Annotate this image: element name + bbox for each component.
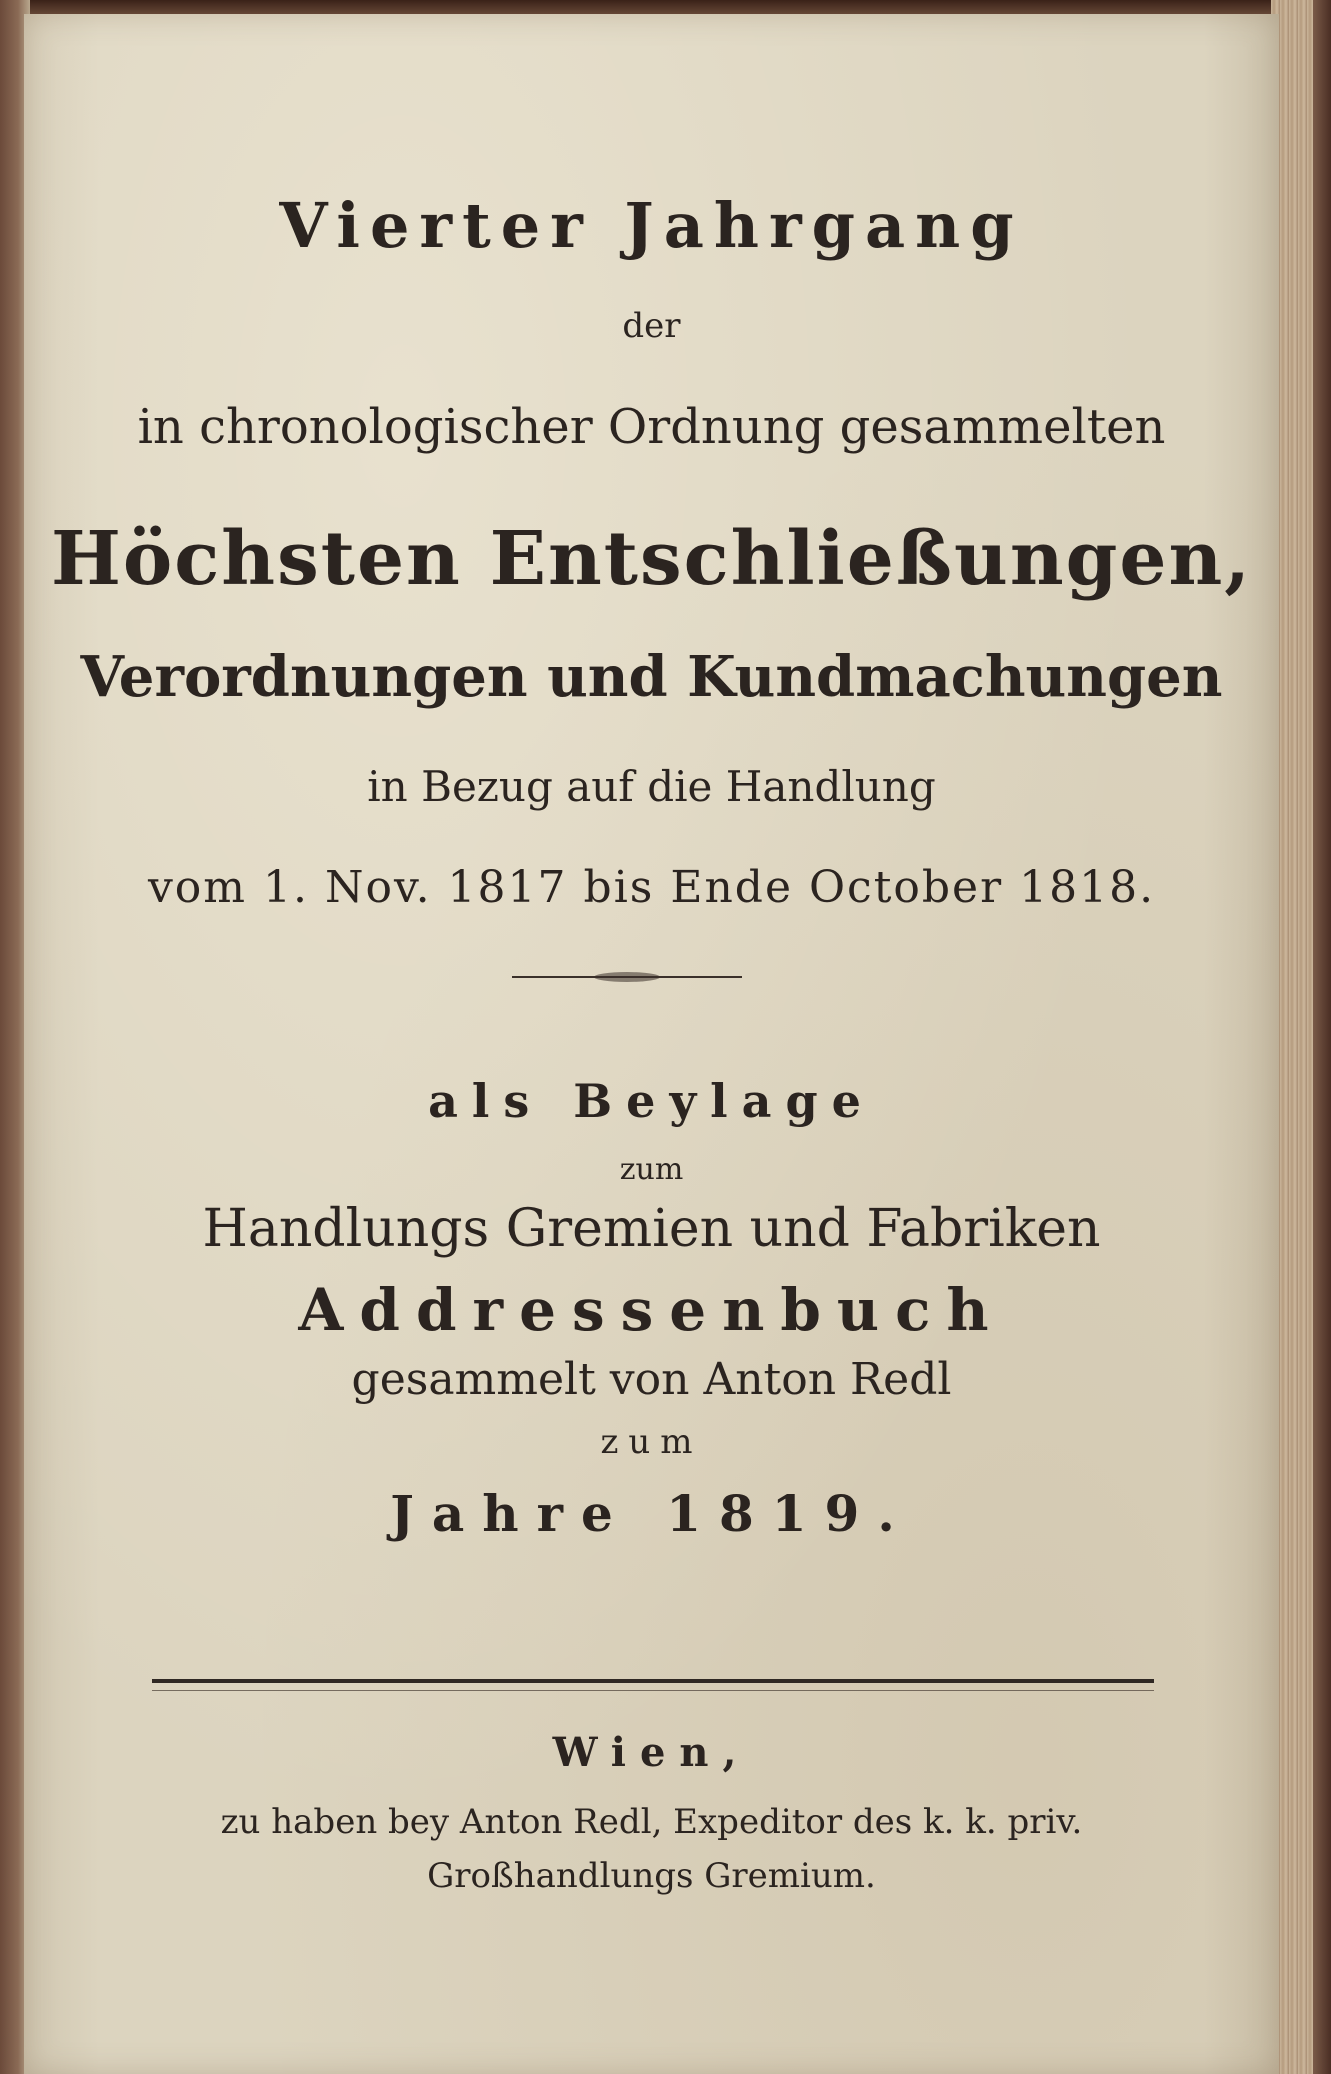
imprint-city: Wien, <box>552 1729 751 1776</box>
title-article: der <box>622 306 681 346</box>
address-book-title: Addressenbuch <box>298 1276 1005 1344</box>
title-line-subject: in Bezug auf die Handlung <box>367 762 936 811</box>
main-title: Höchsten Entschließungen, <box>50 516 1253 602</box>
year-preposition: zum <box>600 1422 703 1462</box>
title-line-chronological: in chronologischer Ordnung gesammelten <box>137 399 1166 455</box>
title-page <box>24 14 1279 2074</box>
compiler-credit: gesammelt von Anton Redl <box>351 1354 952 1405</box>
title-line-ordinances: Verordnungen und Kundmachungen <box>80 644 1223 710</box>
imprint-institution: Großhandlungs Gremium. <box>427 1856 876 1896</box>
imprint-seller: zu haben bey Anton Redl, Expeditor des k. k. priv. <box>220 1802 1083 1842</box>
supplement-book-name: Handlungs Gremien und Fabriken <box>202 1199 1101 1259</box>
ornamental-rule-center <box>594 972 660 982</box>
supplement-preposition: zum <box>619 1152 684 1187</box>
date-range: vom 1. Nov. 1817 bis Ende October 1818. <box>147 862 1156 913</box>
volume-heading: Vierter Jahrgang <box>279 189 1024 262</box>
imprint-divider-thin <box>152 1690 1154 1691</box>
publication-year: Jahre 1819. <box>390 1484 913 1543</box>
book-cover-edge <box>1313 0 1331 2074</box>
supplement-heading: als Beylage <box>428 1074 875 1128</box>
imprint-divider <box>152 1679 1154 1683</box>
